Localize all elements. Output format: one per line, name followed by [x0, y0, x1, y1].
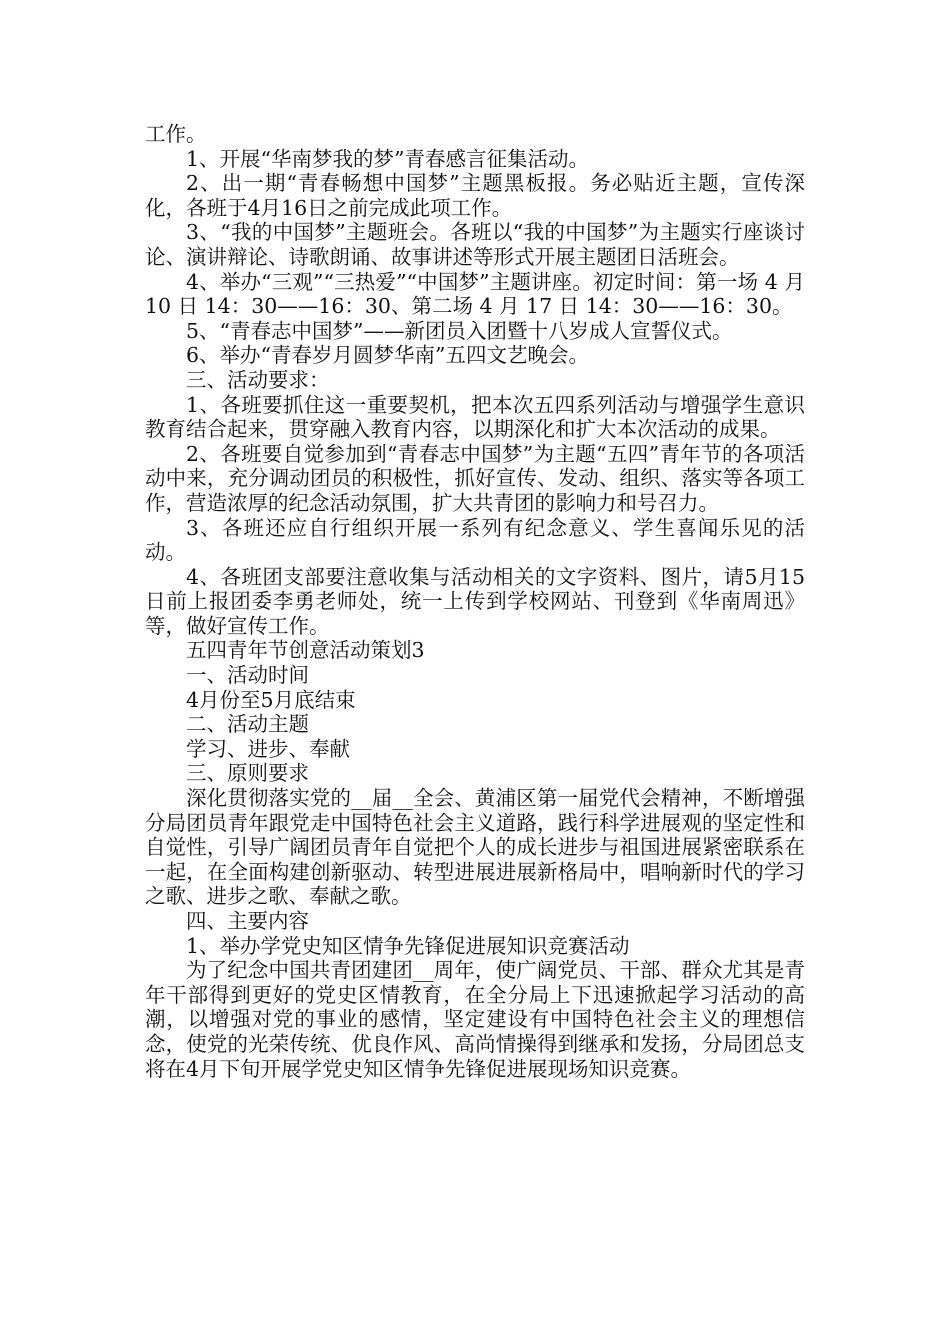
paragraph: 工作。 — [145, 122, 207, 146]
paragraph: 为了纪念中国共青团建团__周年，使广阔党员、干部、群众尤其是青年干部得到更好的党史区情教育，在全分局上下迅速掀起学习活动的高潮，以增强对党的事业的感情，坚定建设有中国特色社会主义的理想信念，使党的光荣传统、优良作风、高尚情操得到继承和发扬，分局团总支将在4月下旬开展学党史知区情争先锋促进展现场知识竞赛。 — [145, 958, 805, 1081]
section-heading: 三、活动要求： — [186, 367, 330, 392]
paragraph: 3、“我的中国梦”主题班会。各班以“我的中国梦”为主题实行座谈讨论、演讲辩论、诗歌朗诵、故事讲述等形式开展主题团日活班会。 — [145, 220, 805, 269]
paragraph: 2、各班要自觉参加到“青春志中国梦”为主题“五四”青年节的各项活动中来，充分调动团员的积极性，抓好宣传、发动、组织、落实等各项工作，营造浓厚的纪念活动氛围，扩大共青团的影响力和号召力。 — [145, 441, 805, 515]
paragraph: 4月份至5月底结束 — [186, 687, 356, 712]
paragraph: 1、各班要抓住这一重要契机，把本次五四系列活动与增强学生意识教育结合起来，贯穿融入教育内容，以期深化和扩大本次活动的成果。 — [145, 392, 805, 442]
paragraph: 深化贯彻落实党的__届__全会、黄浦区第一届党代会精神，不断增强分局团员青年跟党走中国特色社会主义道路，践行科学进展观的坚定性和自觉性，引导广阔团员青年自觉把个人的成长进步与祖国进展紧密联系在一起，在全面构建创新驱动、转型进展进展新格局中，唱响新时代的学习之歌、进步之歌、奉献之歌。 — [145, 786, 805, 909]
paragraph: 1、开展“华南梦我的梦”青春感言征集活动。 — [186, 146, 590, 171]
paragraph: 5、“青春志中国梦”——新团员入团暨十八岁成人宣誓仪式。 — [186, 318, 733, 343]
section-heading: 二、活动主题 — [186, 712, 309, 737]
paragraph: 3、各班还应自行组织开展一系列有纪念意义、学生喜闻乐见的活动。 — [145, 515, 805, 565]
paragraph: 1、举办学党史知区情争先锋促进展知识竞赛活动 — [186, 933, 630, 958]
section-heading: 一、活动时间 — [186, 663, 309, 688]
document-body — [145, 122, 805, 1081]
paragraph: 学习、进步、奉献 — [186, 736, 350, 761]
paragraph: 2、出一期“青春畅想中国梦”主题黑板报。务必贴近主题，宣传深化，各班于4月16日之前完成此项工作。 — [145, 171, 805, 220]
section-heading: 三、原则要求 — [186, 761, 309, 786]
document-title: 五四青年节创意活动策划3 — [186, 638, 425, 663]
paragraph: 4、各班团支部要注意收集与活动相关的文字资料、图片，请5月15日前上报团委李勇老师处，统一上传到学校网站、刊登到《华南周迅》等，做好宣传工作。 — [145, 564, 805, 638]
section-heading: 四、主要内容 — [186, 909, 309, 933]
paragraph: 6、举办“青春岁月圆梦华南”五四文艺晚会。 — [186, 343, 590, 368]
paragraph: 4、举办“三观”“三热爱”“中国梦”主题讲座。初定时间：第一场 4 月 10 日 14：30——16：30、第二场 4 月 17 日 14：30——16：30。 — [145, 269, 805, 319]
